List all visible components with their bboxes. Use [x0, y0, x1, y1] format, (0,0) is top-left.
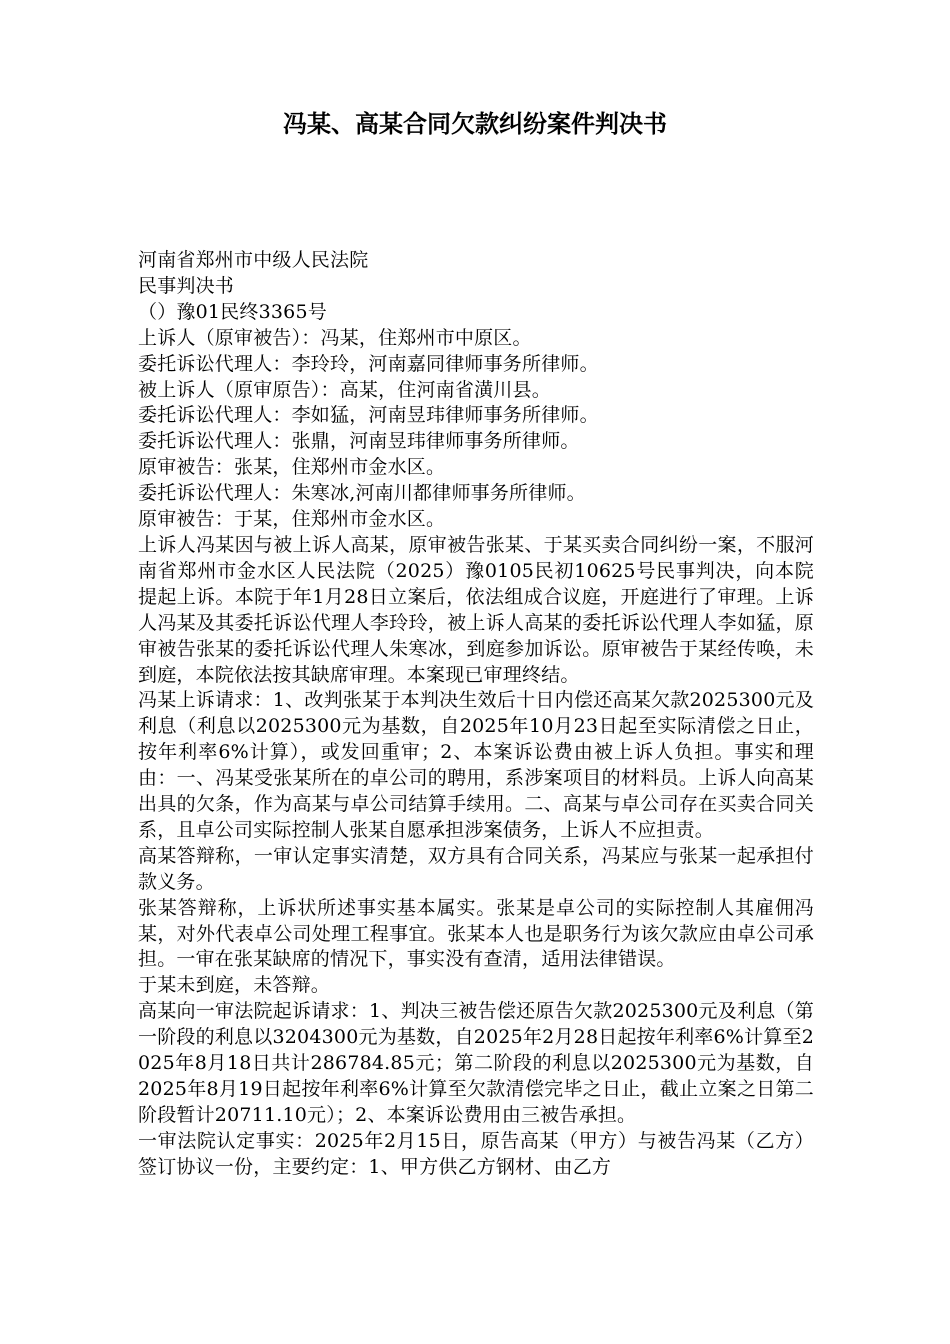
yu-absence-paragraph: 于某未到庭，未答辩。	[138, 974, 331, 997]
court-name: 河南省郑州市中级人民法院	[138, 249, 369, 271]
party-appellee: 被上诉人（原审原告）：高某，住河南省潢川县。	[138, 378, 551, 401]
document-body	[138, 248, 814, 1181]
first-instance-claim-paragraph: 高某向一审法院起诉请求：1、判决三被告偿还原告欠款2025300元及利息（第一阶段的利息以3204300元为基数，自2025年2月28日起按年利率6%计算至2025年8月18日共计286784.85元；第二阶段的利息以2025300元为基数，自2025年8月19日起按年利率6%计算至欠款清偿完毕之日止，截止立案之日第二阶段暂计20711.10元）；2、本案诉讼费用由三被告承担。	[138, 1000, 814, 1126]
party-appellant-agent: 委托诉讼代理人：李玲玲，河南嘉同律师事务所律师。	[138, 352, 599, 375]
party-defendant-zhang-agent: 委托诉讼代理人：朱寒冰,河南川都律师事务所律师。	[138, 482, 586, 505]
zhang-reply-paragraph: 张某答辩称，上诉状所述事实基本属实。张某是卓公司的实际控制人其雇佣冯某，对外代表卓公司处理工程事宜。张某本人也是职务行为该欠款应由卓公司承担。一审在张某缺席的情况下，事实没有查清，适用法律错误。	[138, 896, 814, 971]
party-appellant: 上诉人（原审被告）：冯某，住郑州市中原区。	[138, 326, 532, 349]
party-appellee-agent-1: 委托诉讼代理人：李如猛，河南昱玮律师事务所律师。	[138, 404, 599, 427]
document-type: 民事判决书	[138, 274, 235, 297]
party-defendant-yu: 原审被告：于某，住郑州市金水区。	[138, 508, 446, 531]
first-instance-facts-paragraph: 一审法院认定事实：2025年2月15日，原告高某（甲方）与被告冯某（乙方）签订协议一份，主要约定：1、甲方供乙方钢材、由乙方	[138, 1129, 814, 1178]
party-appellee-agent-2: 委托诉讼代理人：张鼎，河南昱玮律师事务所律师。	[138, 430, 580, 453]
gao-reply-paragraph: 高某答辩称，一审认定事实清楚，双方具有合同关系，冯某应与张某一起承担付款义务。	[138, 844, 814, 893]
case-number: （）豫01民终3365号	[138, 300, 327, 323]
case-background-paragraph: 上诉人冯某因与被上诉人高某，原审被告张某、于某买卖合同纠纷一案，不服河南省郑州市金水区人民法院（2025）豫0105民初10625号民事判决，向本院提起上诉。本院于年1月28日立案后，依法组成合议庭，开庭进行了审理。上诉人冯某及其委托诉讼代理人李玲玲，被上诉人高某的委托诉讼代理人李如猛，原审被告张某的委托诉讼代理人朱寒冰，到庭参加诉讼。原审被告于某经传唤，未到庭，本院依法按其缺席审理。本案现已审理终结。	[138, 533, 814, 686]
appeal-request-paragraph: 冯某上诉请求：1、改判张某于本判决生效后十日内偿还高某欠款2025300元及利息（利息以2025300元为基数，自2025年10月23日起至实际清偿之日止，按年利率6%计算），或发回重审；2、本案诉讼费由被上诉人负担。事实和理由：一、冯某受张某所在的卓公司的聘用，系涉案项目的材料员。上诉人向高某出具的欠条，作为高某与卓公司结算手续用。二、高某与卓公司存在买卖合同关系，且卓公司实际控制人张某自愿承担涉案债务，上诉人不应担责。	[138, 689, 814, 841]
party-defendant-zhang: 原审被告：张某，住郑州市金水区。	[138, 456, 446, 479]
document-title: 冯某、高某合同欠款纠纷案件判决书	[283, 110, 667, 138]
